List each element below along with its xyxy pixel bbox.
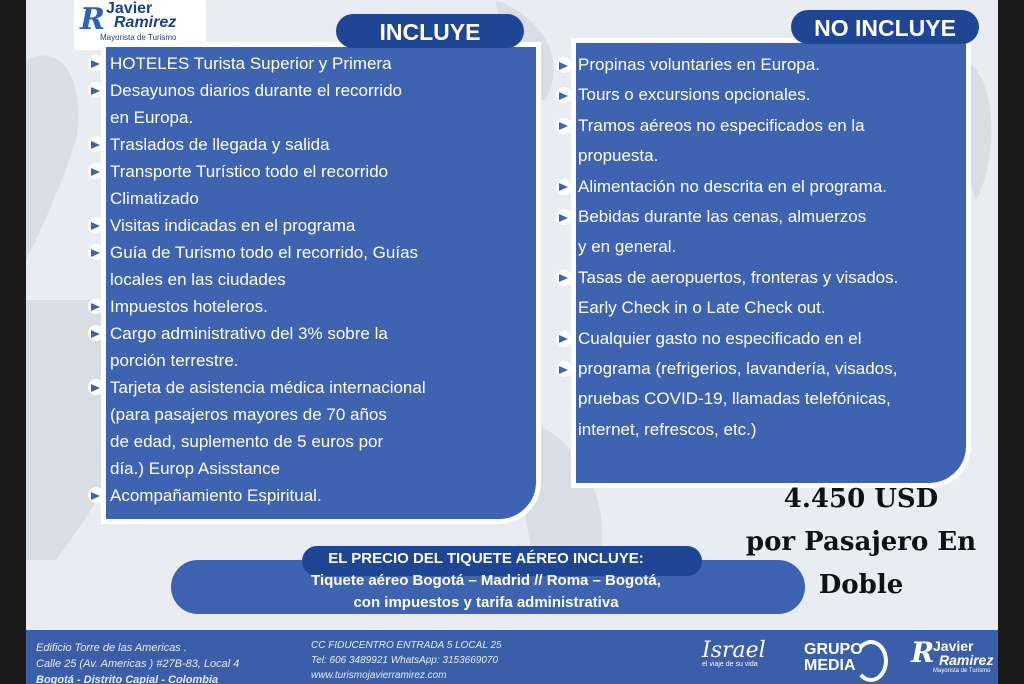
logo-initial: R [80,2,105,37]
ticket-heading: EL PRECIO DEL TIQUETE AÉREO INCLUYE: [328,550,644,567]
price-amount: 4.450 USD [783,484,939,514]
grupo-media-logo: GRUPO MEDIA [804,642,863,674]
list-item: Cargo administrativo del 3% sobre la porción terrestre. [88,320,518,374]
logo-name-line2: Ramirez [114,14,177,31]
list-item: Impuestos hoteleros. [88,293,518,320]
arrow-bullet-icon [556,270,572,286]
incluye-list [88,50,518,509]
arrow-bullet-icon [88,325,104,341]
list-item: Acompañamiento Espiritual. [88,482,518,509]
logo-subtitle: Mayorista de Turismo [100,33,177,42]
list-item: Desayunos diarios durante el recorrido en Europa. [88,77,518,131]
arrow-bullet-icon [556,87,572,103]
arrow-bullet-icon [88,298,104,314]
no-incluye-list [556,50,966,445]
phone-whatsapp: Tel: 606 3489921 WhatsApp: 3153669070 [311,655,499,666]
price-room-type: Doble [818,570,904,600]
logo-name-line1: Javier [106,0,153,17]
arrow-bullet-icon [88,244,104,260]
arrow-bullet-icon [88,82,104,98]
flyer-page [26,0,998,684]
arrow-bullet-icon [88,379,104,395]
list-item: Cualquier gasto no especificado en el [556,324,966,354]
arrow-bullet-icon [556,118,572,134]
list-item: Bebidas durante las cenas, almuerzos y en general. [556,202,966,263]
list-item: Tours o excursions opcionales. [556,80,966,110]
list-item: Alimentación no descrita en el programa. [556,172,966,202]
list-item: Tramos aéreos no especificados en la propuesta. [556,111,966,172]
price-per-passenger: por Pasajero En [745,527,977,557]
address-line1: Edificio Torre de las Americas . [36,642,187,654]
no-incluye-heading: NO INCLUYE [791,10,979,44]
arrow-bullet-icon [88,487,104,503]
list-item: Tasas de aeropuertos, fronteras y visados. Early Check in o Late Check out. [556,263,966,324]
address-line2: Calle 25 (Av. Americas ) #27B-83, Local 4 [36,658,240,670]
list-item: Propinas voluntaries en Europa. [556,50,966,80]
list-item: Traslados de llegada y salida [88,131,518,158]
incluye-heading: INCLUYE [336,14,524,48]
arrow-bullet-icon [88,55,104,71]
ticket-info-text [246,548,726,614]
address-line3: Bogotá - Distrito Capial - Colombia [36,674,219,684]
list-item: programa (refrigerios, lavandería, visados, pruebas COVID-19, llamadas telefónicas, internet, refrescos, etc.) [556,354,966,445]
arrow-bullet-icon [556,179,572,195]
list-item: Guía de Turismo todo el recorrido, Guías locales en las ciudades [88,239,518,293]
footer: Edificio Torre de las Americas . Calle 25 (Av. Americas ) #27B-83, Local 4 Bogotá - Distrito Capial - Colombia CC FIDUCENTRO ENTRADA 5 LOCAL 25 Tel: 606 3489921 WhatsApp: 3153669070 www.turismojavierramirez.com Israel el viaje de su vida GRUPO MEDIA R Javier Ramirez Mayorista de Turismo [26,630,998,684]
footer-contact [311,638,502,683]
israel-brand-logo: Israel el viaje de su vida [702,638,766,668]
list-item: Tarjeta de asistencia médica internacional (para pasajeros mayores de 70 años de edad, suplemento de 5 euros por día.) Europ Asisstance [88,374,518,482]
ticket-taxes: con impuestos y tarifa administrativa [353,594,619,611]
list-item: Visitas indicadas en el programa [88,212,518,239]
ticket-route: Tiquete aéreo Bogotá – Madrid // Roma – Bogotá, [311,572,661,589]
list-item: HOTELES Turista Superior y Primera [88,50,518,77]
footer-address [36,640,239,684]
arrow-bullet-icon [556,331,572,347]
arrow-bullet-icon [88,136,104,152]
arrow-bullet-icon [88,163,104,179]
website-link[interactable]: www.turismojavierramirez.com [311,670,447,681]
office-address: CC FIDUCENTRO ENTRADA 5 LOCAL 25 [311,640,502,651]
arrow-bullet-icon [556,57,572,73]
arrow-bullet-icon [88,217,104,233]
arrow-bullet-icon [556,209,572,225]
arrow-bullet-icon [556,361,572,377]
list-item: Transporte Turístico todo el recorrido Climatizado [88,158,518,212]
grupo-media-ring-icon [854,640,888,682]
